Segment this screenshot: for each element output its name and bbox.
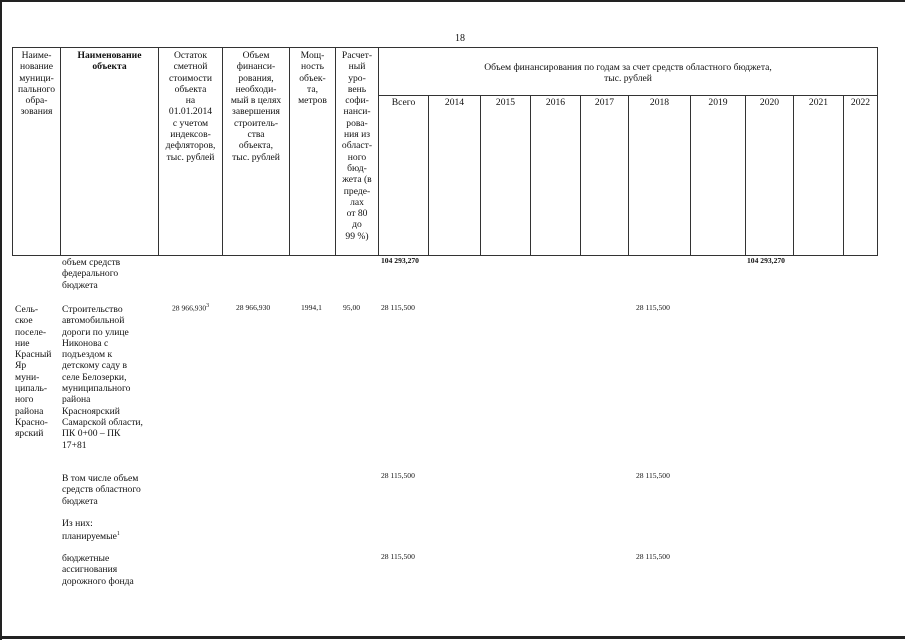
header-year-2021: 2021 (808, 97, 829, 108)
of-which-label: Из них: планируемые$^1$ (62, 518, 120, 543)
header-year-2017: 2017 (594, 97, 615, 108)
header-cofinancing: Расчет- ный уро- вень софи- нанси- рова- ния из област- ного бюд- жета (в преде- лах от 80 до 99 %) (341, 50, 373, 242)
header-year-2018: 2018 (649, 97, 670, 108)
page-border-bottom (0, 636, 905, 639)
header-municipality: Наиме- нование муници- пального обра- зования (17, 50, 56, 118)
page-border-left (0, 0, 2, 640)
road-fund-label: бюджетные ассигнования дорожного фонда (62, 553, 134, 587)
project-cofinancing: 95,00 (343, 303, 361, 312)
header-year-2019: 2019 (708, 97, 728, 108)
header-year-2022: 2022 (850, 97, 871, 108)
federal-total: 104 293,270 (381, 256, 419, 265)
project-municipality: Сель- ское поселе- ние Красный Яр муни- ципаль- ного района Красно- ярский (15, 304, 52, 440)
project-remaining-cost: 28 966,930$^3$ (172, 303, 210, 313)
header-remaining-cost: Остаток сметной стоимости объекта на 01.01.2014 с учетом индексов- дефляторов, тыс. рублей (165, 50, 216, 163)
federal-label: объем средств федерального бюджета (62, 257, 121, 291)
header-financing-group: Объем финансирования по годам за счет средств областного бюджета, тыс. рублей (484, 62, 772, 85)
header-total: Всего (391, 97, 416, 108)
road-fund-total: 28 115,500 (381, 552, 415, 561)
road-fund-2018: 28 115,500 (636, 552, 670, 561)
header-year-2015: 2015 (495, 97, 516, 108)
regional-2018: 28 115,500 (636, 471, 670, 480)
project-capacity: 1994,1 (301, 303, 322, 312)
federal-2020: 104 293,270 (747, 256, 785, 265)
project-total: 28 115,500 (381, 303, 415, 312)
footnote-3: 3 (206, 303, 210, 309)
header-funding-needed: Объем финанси- рования, необходи- мый в целях завершения строитель- ства объекта, тыс. рублей (230, 50, 282, 163)
regional-total: 28 115,500 (381, 471, 415, 480)
footnote-1: 1 (116, 531, 120, 538)
header-year-2020: 2020 (759, 97, 780, 108)
header-year-2016: 2016 (545, 97, 566, 108)
header-year-2014: 2014 (444, 97, 465, 108)
regional-label: В том числе объем средств областного бюджета (62, 473, 141, 507)
page-number: 18 (455, 33, 465, 44)
header-capacity: Мощ- ность объек- та, метров (298, 50, 327, 107)
page-border-top (0, 0, 905, 2)
project-object: Строительство автомобильной дороги по улице Никонова с подъездом к детскому саду в селе Белозерки, муниципального района Красноярский Самарской области, ПК 0+00 – ПК 17+81 (62, 304, 143, 451)
project-2018: 28 115,500 (636, 303, 670, 312)
project-funding-needed: 28 966,930 (236, 303, 271, 312)
header-object: Наименование объекта (77, 50, 142, 73)
